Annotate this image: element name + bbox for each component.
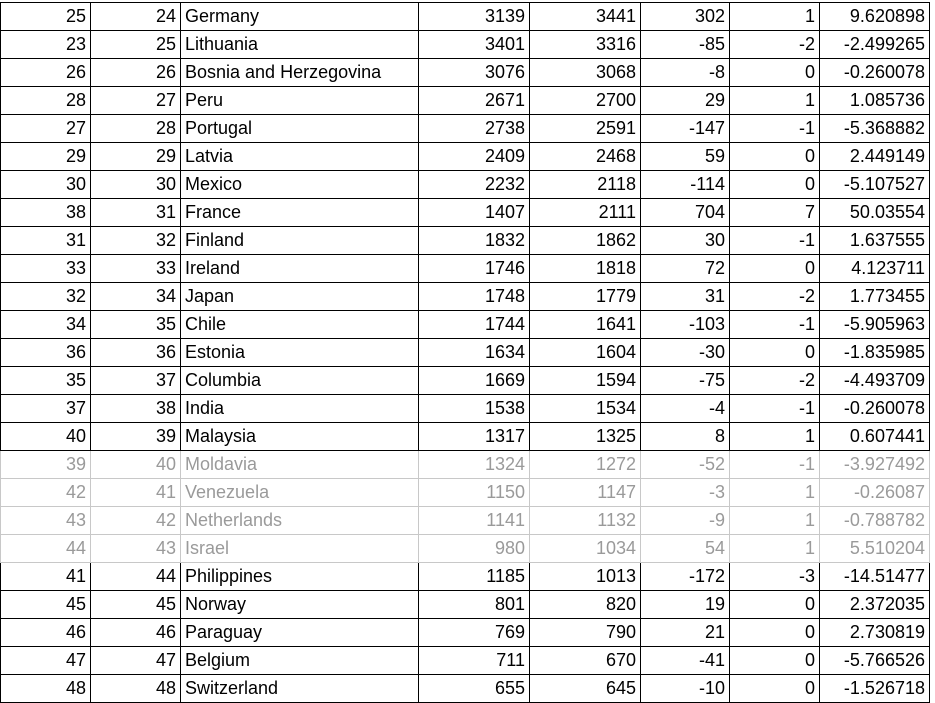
cell-difference[interactable]: 21 (641, 619, 730, 647)
cell-percent-change[interactable]: -0.260078 (820, 395, 930, 423)
cell-rank[interactable]: 47 (91, 647, 181, 675)
cell-rank[interactable]: 40 (91, 451, 181, 479)
table-row (1, 143, 930, 171)
cell-value-1[interactable]: 3076 (419, 59, 530, 87)
cell-percent-change[interactable]: 0.607441 (820, 423, 930, 451)
cell-value-2[interactable]: 2111 (530, 199, 641, 227)
cell-value-1[interactable]: 1746 (419, 255, 530, 283)
cell-difference[interactable]: 72 (641, 255, 730, 283)
cell-value-2[interactable]: 1325 (530, 423, 641, 451)
table-row (1, 171, 930, 199)
cell-country[interactable]: France (181, 199, 419, 227)
cell-value-2[interactable]: 1034 (530, 535, 641, 563)
cell-country[interactable]: Mexico (181, 171, 419, 199)
table-row (1, 479, 930, 507)
cell-value-1[interactable]: 1185 (419, 563, 530, 591)
cell-rank[interactable]: 28 (91, 115, 181, 143)
cell-rank[interactable]: 27 (91, 87, 181, 115)
cell-country[interactable]: Germany (181, 3, 419, 31)
cell-percent-change[interactable]: 50.03554 (820, 199, 930, 227)
cell-rank[interactable]: 38 (91, 395, 181, 423)
cell-value-1[interactable]: 3401 (419, 31, 530, 59)
cell-value-1[interactable]: 1744 (419, 311, 530, 339)
cell-value-2[interactable]: 2700 (530, 87, 641, 115)
cell-value-1[interactable]: 2738 (419, 115, 530, 143)
cell-country[interactable]: Portugal (181, 115, 419, 143)
cell-previous-rank[interactable]: 35 (1, 367, 91, 395)
cell-country[interactable]: Japan (181, 283, 419, 311)
cell-rank-change[interactable]: 0 (730, 339, 820, 367)
cell-difference[interactable]: -85 (641, 31, 730, 59)
cell-percent-change[interactable]: -1.526718 (820, 675, 930, 703)
cell-previous-rank[interactable]: 31 (1, 227, 91, 255)
cell-percent-change[interactable]: -14.51477 (820, 563, 930, 591)
spreadsheet-body (1, 3, 930, 703)
cell-value-1[interactable]: 2232 (419, 171, 530, 199)
table-row (1, 339, 930, 367)
cell-country[interactable]: Venezuela (181, 479, 419, 507)
cell-previous-rank[interactable]: 47 (1, 647, 91, 675)
table-row (1, 647, 930, 675)
cell-country[interactable]: Norway (181, 591, 419, 619)
cell-value-2[interactable]: 1818 (530, 255, 641, 283)
table-row (1, 451, 930, 479)
cell-value-1[interactable]: 655 (419, 675, 530, 703)
cell-previous-rank[interactable]: 38 (1, 199, 91, 227)
cell-rank-change[interactable]: -2 (730, 31, 820, 59)
cell-percent-change[interactable]: -4.493709 (820, 367, 930, 395)
cell-previous-rank[interactable]: 29 (1, 143, 91, 171)
cell-country[interactable]: Netherlands (181, 507, 419, 535)
cell-rank-change[interactable]: 1 (730, 87, 820, 115)
cell-rank-change[interactable]: 0 (730, 59, 820, 87)
cell-value-2[interactable]: 1272 (530, 451, 641, 479)
cell-rank[interactable]: 35 (91, 311, 181, 339)
cell-value-1[interactable]: 711 (419, 647, 530, 675)
cell-percent-change[interactable]: 9.620898 (820, 3, 930, 31)
cell-country[interactable]: Chile (181, 311, 419, 339)
cell-percent-change[interactable]: 1.773455 (820, 283, 930, 311)
cell-difference[interactable]: 29 (641, 87, 730, 115)
cell-value-2[interactable]: 645 (530, 675, 641, 703)
cell-previous-rank[interactable]: 46 (1, 619, 91, 647)
cell-previous-rank[interactable]: 39 (1, 451, 91, 479)
cell-rank-change[interactable]: -1 (730, 115, 820, 143)
cell-difference[interactable]: -4 (641, 395, 730, 423)
cell-rank[interactable]: 32 (91, 227, 181, 255)
cell-rank[interactable]: 34 (91, 283, 181, 311)
cell-value-2[interactable]: 1534 (530, 395, 641, 423)
cell-rank[interactable]: 24 (91, 3, 181, 31)
table-row (1, 311, 930, 339)
cell-percent-change[interactable]: 2.449149 (820, 143, 930, 171)
cell-value-2[interactable]: 1862 (530, 227, 641, 255)
cell-rank[interactable]: 30 (91, 171, 181, 199)
cell-previous-rank[interactable]: 43 (1, 507, 91, 535)
cell-country[interactable]: Lithuania (181, 31, 419, 59)
cell-difference[interactable]: -103 (641, 311, 730, 339)
cell-rank-change[interactable]: -1 (730, 311, 820, 339)
cell-difference[interactable]: 30 (641, 227, 730, 255)
cell-value-1[interactable]: 801 (419, 591, 530, 619)
cell-difference[interactable]: -114 (641, 171, 730, 199)
cell-previous-rank[interactable]: 37 (1, 395, 91, 423)
cell-difference[interactable]: 31 (641, 283, 730, 311)
cell-previous-rank[interactable]: 30 (1, 171, 91, 199)
cell-value-1[interactable]: 1150 (419, 479, 530, 507)
cell-difference[interactable]: 302 (641, 3, 730, 31)
cell-country[interactable]: Finland (181, 227, 419, 255)
cell-value-2[interactable]: 2591 (530, 115, 641, 143)
cell-value-1[interactable]: 1324 (419, 451, 530, 479)
cell-difference[interactable]: -9 (641, 507, 730, 535)
cell-rank-change[interactable]: 1 (730, 479, 820, 507)
cell-rank-change[interactable]: -1 (730, 395, 820, 423)
cell-value-1[interactable]: 2671 (419, 87, 530, 115)
table-row (1, 395, 930, 423)
cell-value-2[interactable]: 1132 (530, 507, 641, 535)
cell-rank[interactable]: 37 (91, 367, 181, 395)
cell-rank-change[interactable]: 0 (730, 255, 820, 283)
table-row (1, 59, 930, 87)
table-row (1, 367, 930, 395)
table-row (1, 535, 930, 563)
cell-rank[interactable]: 41 (91, 479, 181, 507)
cell-value-2[interactable]: 1641 (530, 311, 641, 339)
cell-percent-change[interactable]: -1.835985 (820, 339, 930, 367)
table-row (1, 423, 930, 451)
cell-previous-rank[interactable]: 33 (1, 255, 91, 283)
cell-rank-change[interactable]: 0 (730, 619, 820, 647)
cell-previous-rank[interactable]: 41 (1, 563, 91, 591)
cell-country[interactable]: Columbia (181, 367, 419, 395)
cell-rank-change[interactable]: 0 (730, 675, 820, 703)
cell-value-1[interactable]: 1407 (419, 199, 530, 227)
cell-rank-change[interactable]: 0 (730, 171, 820, 199)
cell-percent-change[interactable]: -5.766526 (820, 647, 930, 675)
cell-percent-change[interactable]: -0.788782 (820, 507, 930, 535)
cell-rank-change[interactable]: -3 (730, 563, 820, 591)
cell-value-1[interactable]: 2409 (419, 143, 530, 171)
cell-difference[interactable]: 54 (641, 535, 730, 563)
cell-value-2[interactable]: 820 (530, 591, 641, 619)
cell-rank[interactable]: 42 (91, 507, 181, 535)
cell-country[interactable]: Philippines (181, 563, 419, 591)
cell-percent-change[interactable]: 4.123711 (820, 255, 930, 283)
table-row (1, 227, 930, 255)
cell-rank[interactable]: 39 (91, 423, 181, 451)
cell-value-2[interactable]: 1604 (530, 339, 641, 367)
cell-value-2[interactable]: 1594 (530, 367, 641, 395)
spreadsheet-table (0, 2, 930, 703)
cell-value-2[interactable]: 3441 (530, 3, 641, 31)
cell-previous-rank[interactable]: 26 (1, 59, 91, 87)
cell-difference[interactable]: 19 (641, 591, 730, 619)
cell-value-2[interactable]: 670 (530, 647, 641, 675)
table-row (1, 87, 930, 115)
cell-value-2[interactable]: 790 (530, 619, 641, 647)
cell-value-2[interactable]: 2118 (530, 171, 641, 199)
cell-previous-rank[interactable]: 45 (1, 591, 91, 619)
cell-previous-rank[interactable]: 42 (1, 479, 91, 507)
cell-rank[interactable]: 45 (91, 591, 181, 619)
cell-difference[interactable]: 704 (641, 199, 730, 227)
cell-percent-change[interactable]: 2.372035 (820, 591, 930, 619)
cell-rank-change[interactable]: 1 (730, 423, 820, 451)
cell-difference[interactable]: -147 (641, 115, 730, 143)
cell-rank-change[interactable]: 0 (730, 143, 820, 171)
cell-country[interactable]: India (181, 395, 419, 423)
cell-difference[interactable]: -52 (641, 451, 730, 479)
cell-percent-change[interactable]: 5.510204 (820, 535, 930, 563)
cell-value-2[interactable]: 1013 (530, 563, 641, 591)
cell-value-1[interactable]: 1832 (419, 227, 530, 255)
cell-value-2[interactable]: 2468 (530, 143, 641, 171)
cell-difference[interactable]: 8 (641, 423, 730, 451)
cell-value-2[interactable]: 3316 (530, 31, 641, 59)
cell-country[interactable]: Estonia (181, 339, 419, 367)
cell-difference[interactable]: -10 (641, 675, 730, 703)
table-row (1, 563, 930, 591)
cell-rank[interactable]: 36 (91, 339, 181, 367)
cell-value-2[interactable]: 3068 (530, 59, 641, 87)
cell-difference[interactable]: -41 (641, 647, 730, 675)
cell-rank[interactable]: 26 (91, 59, 181, 87)
cell-country[interactable]: Paraguay (181, 619, 419, 647)
cell-percent-change[interactable]: 1.637555 (820, 227, 930, 255)
cell-difference[interactable]: -75 (641, 367, 730, 395)
cell-country[interactable]: Bosnia and Herzegovina (181, 59, 419, 87)
cell-percent-change[interactable]: 1.085736 (820, 87, 930, 115)
cell-country[interactable]: Switzerland (181, 675, 419, 703)
table-row (1, 115, 930, 143)
cell-rank-change[interactable]: 0 (730, 647, 820, 675)
cell-difference[interactable]: -3 (641, 479, 730, 507)
cell-value-1[interactable]: 980 (419, 535, 530, 563)
cell-country[interactable]: Peru (181, 87, 419, 115)
cell-previous-rank[interactable]: 27 (1, 115, 91, 143)
cell-rank[interactable]: 43 (91, 535, 181, 563)
cell-percent-change[interactable]: -0.260078 (820, 59, 930, 87)
cell-rank-change[interactable]: -2 (730, 283, 820, 311)
cell-rank[interactable]: 31 (91, 199, 181, 227)
cell-difference[interactable]: -30 (641, 339, 730, 367)
cell-rank[interactable]: 48 (91, 675, 181, 703)
table-row (1, 31, 930, 59)
cell-percent-change[interactable]: -5.107527 (820, 171, 930, 199)
table-row (1, 255, 930, 283)
cell-rank-change[interactable]: -1 (730, 451, 820, 479)
table-row (1, 199, 930, 227)
table-row (1, 3, 930, 31)
cell-previous-rank[interactable]: 48 (1, 675, 91, 703)
cell-rank[interactable]: 44 (91, 563, 181, 591)
cell-value-1[interactable]: 1538 (419, 395, 530, 423)
cell-value-1[interactable]: 1748 (419, 283, 530, 311)
cell-rank[interactable]: 29 (91, 143, 181, 171)
cell-country[interactable]: Ireland (181, 255, 419, 283)
cell-rank-change[interactable]: -1 (730, 227, 820, 255)
cell-rank[interactable]: 46 (91, 619, 181, 647)
cell-previous-rank[interactable]: 36 (1, 339, 91, 367)
cell-value-1[interactable]: 1141 (419, 507, 530, 535)
table-row (1, 283, 930, 311)
cell-percent-change[interactable]: -2.499265 (820, 31, 930, 59)
cell-value-2[interactable]: 1147 (530, 479, 641, 507)
cell-rank-change[interactable]: 1 (730, 507, 820, 535)
table-row (1, 619, 930, 647)
cell-rank-change[interactable]: 1 (730, 3, 820, 31)
cell-percent-change[interactable]: -0.26087 (820, 479, 930, 507)
cell-value-1[interactable]: 1634 (419, 339, 530, 367)
cell-country[interactable]: Latvia (181, 143, 419, 171)
cell-previous-rank[interactable]: 34 (1, 311, 91, 339)
cell-rank-change[interactable]: -2 (730, 367, 820, 395)
cell-previous-rank[interactable]: 32 (1, 283, 91, 311)
cell-difference[interactable]: -172 (641, 563, 730, 591)
cell-rank[interactable]: 25 (91, 31, 181, 59)
cell-value-1[interactable]: 769 (419, 619, 530, 647)
table-row (1, 507, 930, 535)
cell-percent-change[interactable]: -5.368882 (820, 115, 930, 143)
cell-percent-change[interactable]: 2.730819 (820, 619, 930, 647)
cell-country[interactable]: Israel (181, 535, 419, 563)
cell-percent-change[interactable]: -3.927492 (820, 451, 930, 479)
cell-rank-change[interactable]: 0 (730, 591, 820, 619)
cell-country[interactable]: Belgium (181, 647, 419, 675)
cell-previous-rank[interactable]: 44 (1, 535, 91, 563)
cell-value-1[interactable]: 1669 (419, 367, 530, 395)
table-row (1, 591, 930, 619)
table-row (1, 675, 930, 703)
cell-country[interactable]: Moldavia (181, 451, 419, 479)
cell-country[interactable]: Malaysia (181, 423, 419, 451)
cell-value-2[interactable]: 1779 (530, 283, 641, 311)
cell-previous-rank[interactable]: 23 (1, 31, 91, 59)
cell-rank[interactable]: 33 (91, 255, 181, 283)
cell-percent-change[interactable]: -5.905963 (820, 311, 930, 339)
cell-previous-rank[interactable]: 40 (1, 423, 91, 451)
cell-value-1[interactable]: 1317 (419, 423, 530, 451)
cell-rank-change[interactable]: 7 (730, 199, 820, 227)
cell-value-1[interactable]: 3139 (419, 3, 530, 31)
cell-difference[interactable]: 59 (641, 143, 730, 171)
cell-difference[interactable]: -8 (641, 59, 730, 87)
cell-previous-rank[interactable]: 28 (1, 87, 91, 115)
cell-previous-rank[interactable]: 25 (1, 3, 91, 31)
cell-rank-change[interactable]: 1 (730, 535, 820, 563)
